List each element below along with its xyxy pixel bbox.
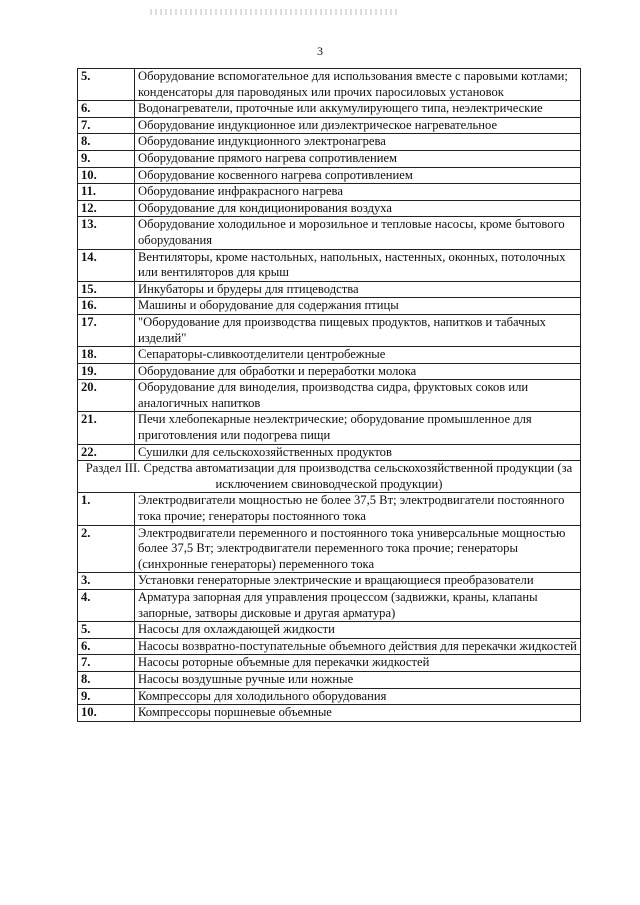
row-number: 17.	[78, 314, 135, 346]
table-row	[78, 184, 581, 201]
row-number: 13.	[78, 217, 135, 249]
row-number: 3.	[78, 573, 135, 590]
row-number: 6.	[78, 638, 135, 655]
row-description: Оборудование холодильное и морозильное и тепловые насосы, кроме бытового оборудования	[135, 217, 581, 249]
row-number: 7.	[78, 655, 135, 672]
header-scan-artifact	[150, 9, 400, 15]
row-description: Машины и оборудование для содержания птицы	[135, 298, 581, 315]
table-body-bottom	[78, 493, 581, 721]
row-description: Инкубаторы и брудеры для птицеводства	[135, 281, 581, 298]
row-description: Сушилки для сельскохозяйственных продуктов	[135, 444, 581, 461]
table-row	[78, 101, 581, 118]
row-number: 9.	[78, 150, 135, 167]
row-description: Оборудование для обработки и переработки молока	[135, 363, 581, 380]
row-description: Водонагреватели, проточные или аккумулирующего типа, неэлектрические	[135, 101, 581, 118]
row-description: Оборудование для виноделия, производства сидра, фруктовых соков или аналогичных напитков	[135, 380, 581, 412]
row-description: Оборудование вспомогательное для использования вместе с паровыми котлами; конденсаторы для пароводяных или прочих паросиловых установок	[135, 69, 581, 101]
table-row	[78, 380, 581, 412]
row-number: 14.	[78, 249, 135, 281]
row-number: 15.	[78, 281, 135, 298]
row-description: Оборудование прямого нагрева сопротивлением	[135, 150, 581, 167]
table-row	[78, 363, 581, 380]
row-number: 19.	[78, 363, 135, 380]
row-description: Арматура запорная для управления процессом (задвижки, краны, клапаны запорные, затворы дисковые и другая арматура)	[135, 590, 581, 622]
row-description: Оборудование для кондиционирования воздуха	[135, 200, 581, 217]
table-section-header	[78, 461, 581, 493]
row-number: 5.	[78, 622, 135, 639]
section-title: Раздел III. Средства автоматизации для производства сельскохозяйственной продукции (за исключением свиноводческой продукции)	[78, 461, 581, 493]
row-description: Насосы возвратно-поступательные объемного действия для перекачки жидкостей	[135, 638, 581, 655]
row-description: Компрессоры поршневые объемные	[135, 705, 581, 722]
table-row	[78, 298, 581, 315]
table-row	[78, 69, 581, 101]
row-description: Оборудование индукционное или диэлектрическое нагревательное	[135, 117, 581, 134]
table-row	[78, 217, 581, 249]
table-row	[78, 200, 581, 217]
row-description: Печи хлебопекарные неэлектрические; оборудование промышленное для приготовления или подогрева пищи	[135, 412, 581, 444]
table-body-top	[78, 69, 581, 461]
row-description: Оборудование косвенного нагрева сопротивлением	[135, 167, 581, 184]
row-number: 10.	[78, 705, 135, 722]
table-row	[78, 493, 581, 525]
row-number: 8.	[78, 134, 135, 151]
table-row	[78, 688, 581, 705]
table-row	[78, 117, 581, 134]
row-description: Насосы воздушные ручные или ножные	[135, 671, 581, 688]
table-row	[78, 638, 581, 655]
table-row	[78, 412, 581, 444]
row-number: 10.	[78, 167, 135, 184]
table-row	[78, 573, 581, 590]
row-number: 22.	[78, 444, 135, 461]
section-row	[78, 461, 581, 493]
row-number: 11.	[78, 184, 135, 201]
table-row	[78, 249, 581, 281]
table-row	[78, 134, 581, 151]
table-row	[78, 655, 581, 672]
row-description: Сепараторы-сливкоотделители центробежные	[135, 347, 581, 364]
table-row	[78, 150, 581, 167]
row-description: Установки генераторные электрические и вращающиеся преобразователи	[135, 573, 581, 590]
row-number: 7.	[78, 117, 135, 134]
row-description: Электродвигатели мощностью не более 37,5 Вт; электродвигатели постоянного тока прочие; генераторы постоянного тока	[135, 493, 581, 525]
row-number: 4.	[78, 590, 135, 622]
row-description: Оборудование инфракрасного нагрева	[135, 184, 581, 201]
row-description: Вентиляторы, кроме настольных, напольных, настенных, оконных, потолочных или вентиляторов для крыш	[135, 249, 581, 281]
table-row	[78, 347, 581, 364]
row-description: Насосы роторные объемные для перекачки жидкостей	[135, 655, 581, 672]
row-description: Насосы для охлаждающей жидкости	[135, 622, 581, 639]
table-row	[78, 622, 581, 639]
table-row	[78, 525, 581, 573]
table-row	[78, 314, 581, 346]
table-row	[78, 167, 581, 184]
page-number: 3	[317, 44, 323, 58]
row-number: 5.	[78, 69, 135, 101]
row-number: 9.	[78, 688, 135, 705]
row-number: 16.	[78, 298, 135, 315]
row-description: Компрессоры для холодильного оборудования	[135, 688, 581, 705]
table-row	[78, 705, 581, 722]
table-row	[78, 590, 581, 622]
row-number: 1.	[78, 493, 135, 525]
row-number: 2.	[78, 525, 135, 573]
row-number: 12.	[78, 200, 135, 217]
table-row	[78, 671, 581, 688]
row-description: Оборудование индукционного электронагрева	[135, 134, 581, 151]
row-number: 6.	[78, 101, 135, 118]
row-number: 8.	[78, 671, 135, 688]
table-row	[78, 281, 581, 298]
row-description: "Оборудование для производства пищевых продуктов, напитков и табачных изделий"	[135, 314, 581, 346]
row-number: 18.	[78, 347, 135, 364]
table-row	[78, 444, 581, 461]
row-description: Электродвигатели переменного и постоянного тока универсальные мощностью более 37,5 Вт; электродвигатели переменного тока прочие; генераторы (синхронные генераторы) переменного тока	[135, 525, 581, 573]
row-number: 21.	[78, 412, 135, 444]
equipment-table	[77, 68, 581, 722]
row-number: 20.	[78, 380, 135, 412]
